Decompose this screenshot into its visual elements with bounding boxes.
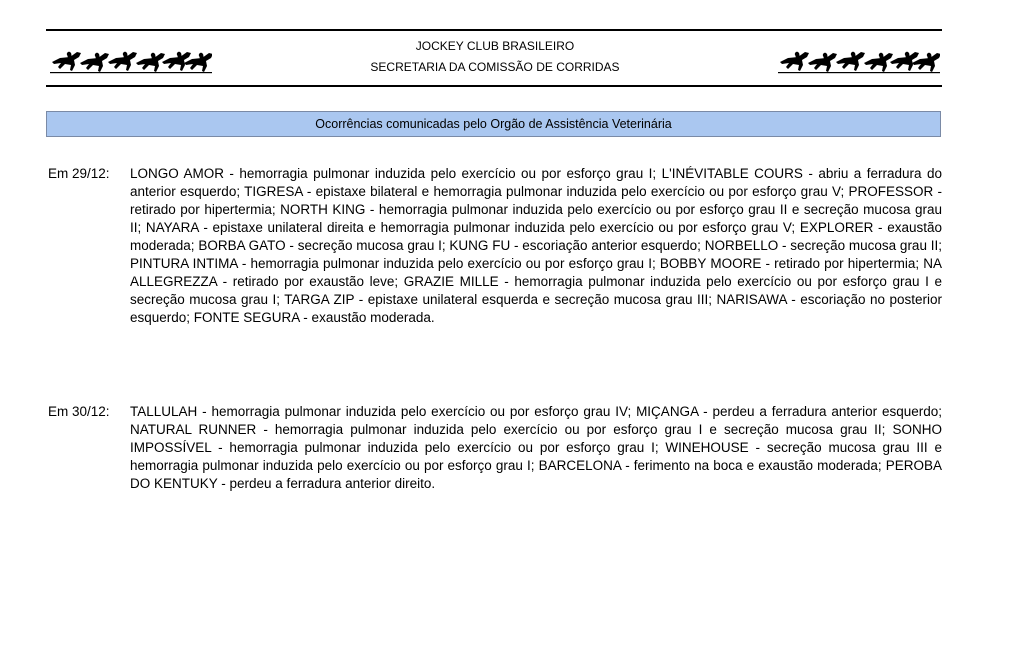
occurrence-date: Em 29/12: bbox=[48, 166, 110, 181]
occurrence-text: TALLULAH - hemorragia pulmonar induzida pelo exercício ou por esforço grau IV; MIÇANGA - perdeu a ferradura anterior esquerdo; NATURAL RUNNER - hemorragia pulmonar induzida pelo exercício ou por esforço grau I e secreção mucosa grau II; SONHO IMPOSSÍVEL - hemorragia pulmonar induzida pelo exercício ou por esforço grau I; WINEHOUSE - secreção mucosa grau III e hemorragia pulmonar induzida pelo exercício ou por esforço grau I; BARCELONA - ferimento na boca e exaustão moderada; PEROBA DO KENTUKY - perdeu a ferradura anterior direito. bbox=[130, 404, 942, 491]
racing-horses-icon bbox=[50, 44, 212, 74]
header-org-name: JOCKEY CLUB BRASILEIRO bbox=[415, 39, 575, 53]
occurrence-entry bbox=[48, 403, 942, 493]
header-bottom-rule bbox=[46, 85, 942, 87]
section-banner bbox=[46, 111, 941, 137]
header-top-rule bbox=[46, 29, 942, 31]
occurrence-text: LONGO AMOR - hemorragia pulmonar induzida pelo exercício ou por esforço grau I; L'INÉVITABLE COURS - abriu a ferradura do anterior esquerdo; TIGRESA - epistaxe bilateral e hemorragia pulmonar induzida pelo exercício ou por esforço grau V; PROFESSOR - retirado por hipertermia; NORTH KING - hemorragia pulmonar induzida pelo exercício ou por esforço grau II e secreção mucosa grau II; NAYARA - epistaxe unilateral direita e hemorragia pulmonar induzida pelo exercício ou por esforço grau V; EXPLORER - exaustão moderada; BORBA GATO - secreção mucosa grau I; KUNG FU - escoriação anterior esquerdo; NORBELLO - secreção mucosa grau II; PINTURA INTIMA - hemorragia pulmonar induzida pelo exercício ou por esforço grau I; BOBBY MOORE - retirado por hipertermia; NA ALLEGREZZA - retirado por exaustão leve; GRAZIE MILLE - hemorragia pulmonar induzida pelo exercício ou por esforço grau I e secreção mucosa grau I; TARGA ZIP - epistaxe unilateral esquerda e secreção mucosa grau III; NARISAWA - escoriação no posterior esquerdo; FONTE SEGURA - exaustão moderada. bbox=[130, 166, 942, 325]
header-department: SECRETARIA DA COMISSÃO DE CORRIDAS bbox=[370, 60, 620, 74]
occurrence-entry bbox=[48, 165, 942, 327]
occurrence-date: Em 30/12: bbox=[48, 404, 110, 419]
section-banner-title: Ocorrências comunicadas pelo Orgão de Assistência Veterinária bbox=[315, 117, 672, 131]
racing-horses-icon bbox=[778, 44, 940, 74]
